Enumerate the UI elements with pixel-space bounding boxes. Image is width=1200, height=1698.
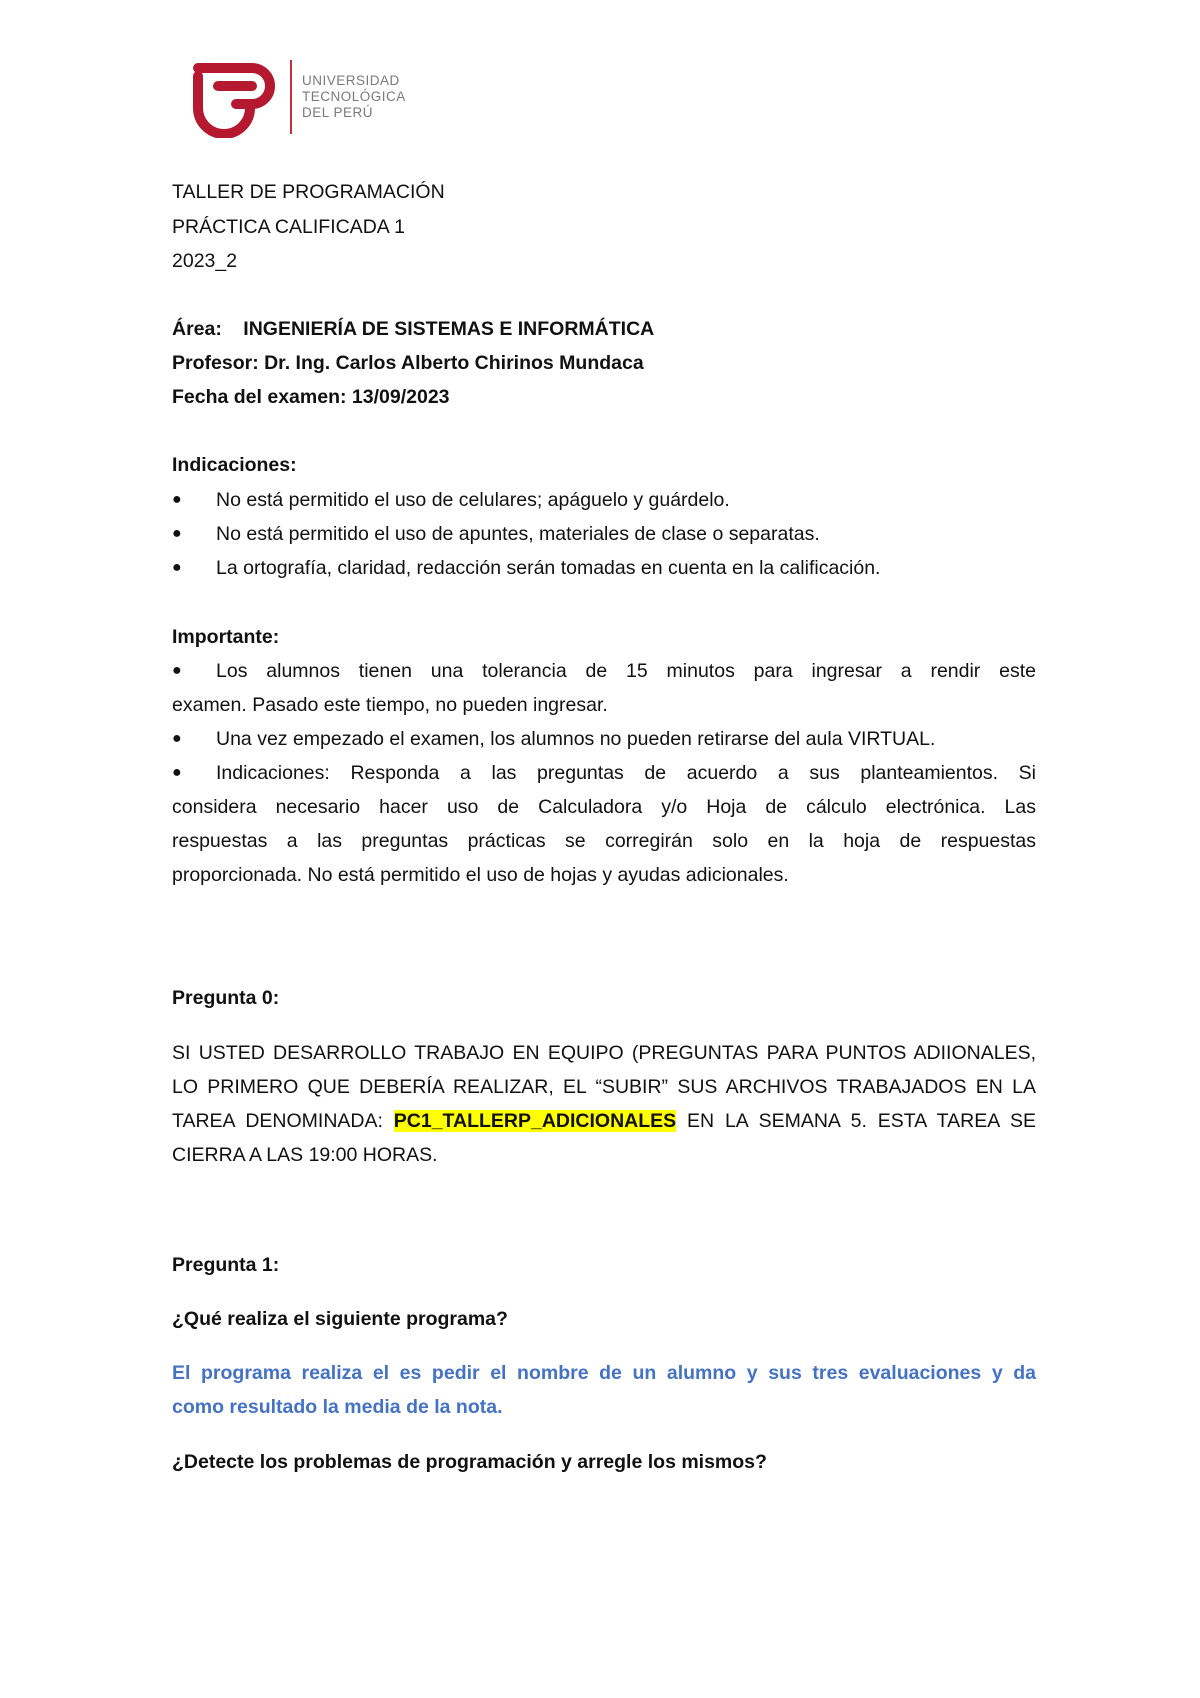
bullet-icon: ● bbox=[172, 662, 182, 679]
pregunta1-title: Pregunta 1: bbox=[172, 1254, 280, 1276]
list-item: Una vez empezado el examen, los alumnos no pueden retirarse del aula VIRTUAL. bbox=[216, 728, 936, 750]
pregunta0-title: Pregunta 0: bbox=[172, 987, 280, 1009]
logo-text-line: TECNOLÓGICA bbox=[302, 89, 406, 104]
list-item-cont: respuestas a las preguntas prácticas se corregirán solo en la hoja de respuestas bbox=[172, 830, 1036, 852]
list-item: Los alumnos tienen una tolerancia de 15 minutos para ingresar a rendir este bbox=[216, 660, 1036, 682]
list-item-cont: considera necesario hacer uso de Calculadora y/o Hoja de cálculo electrónica. Las bbox=[172, 796, 1036, 818]
area-label: Área: bbox=[172, 318, 222, 340]
highlighted-task-name: PC1_TALLERP_ADICIONALES bbox=[393, 1110, 677, 1132]
pregunta0-text: CIERRA A LAS 19:00 HORAS. bbox=[172, 1144, 438, 1166]
answer-text: El programa realiza el es pedir el nombre de un alumno y sus tres evaluaciones y da bbox=[172, 1362, 1036, 1384]
indicaciones-title: Indicaciones: bbox=[172, 454, 297, 476]
exam-title: PRÁCTICA CALIFICADA 1 bbox=[172, 216, 405, 238]
profesor: Profesor: Dr. Ing. Carlos Alberto Chirinos Mundaca bbox=[172, 352, 644, 374]
logo-divider bbox=[290, 60, 292, 134]
exam-date: Fecha del examen: 13/09/2023 bbox=[172, 386, 450, 408]
bullet-icon: ● bbox=[172, 559, 182, 576]
list-item: La ortografía, claridad, redacción serán tomadas en cuenta en la calificación. bbox=[216, 557, 881, 579]
area-value: INGENIERÍA DE SISTEMAS E INFORMÁTICA bbox=[243, 318, 655, 340]
bullet-icon: ● bbox=[172, 491, 182, 508]
pregunta0-text bbox=[172, 1109, 1036, 1133]
answer-text: como resultado la media de la nota. bbox=[172, 1396, 503, 1418]
logo-text-line: DEL PERÚ bbox=[302, 105, 374, 120]
utp-logo-icon bbox=[190, 58, 282, 138]
area-line bbox=[172, 317, 654, 341]
question: ¿Qué realiza el siguiente programa? bbox=[172, 1308, 508, 1330]
list-item-cont: proporcionada. No está permitido el uso de hojas y ayudas adicionales. bbox=[172, 864, 789, 886]
bullet-icon: ● bbox=[172, 730, 182, 747]
bullet-icon: ● bbox=[172, 764, 182, 781]
list-item: Indicaciones: Responda a las preguntas de acuerdo a sus planteamientos. Si bbox=[216, 762, 1036, 784]
logo-text-line: UNIVERSIDAD bbox=[302, 73, 400, 88]
pregunta0-text: SI USTED DESARROLLO TRABAJO EN EQUIPO (PREGUNTAS PARA PUNTOS ADIIONALES, bbox=[172, 1042, 1036, 1064]
bullet-icon: ● bbox=[172, 525, 182, 542]
text: EN LA SEMANA 5. ESTA TAREA SE bbox=[676, 1110, 1037, 1132]
list-item: No está permitido el uso de celulares; apáguelo y guárdelo. bbox=[216, 489, 730, 511]
list-item: No está permitido el uso de apuntes, materiales de clase o separatas. bbox=[216, 523, 820, 545]
course-title: TALLER DE PROGRAMACIÓN bbox=[172, 181, 445, 203]
term: 2023_2 bbox=[172, 250, 238, 272]
list-item-cont: examen. Pasado este tiempo, no pueden ingresar. bbox=[172, 694, 608, 716]
pregunta0-text: LO PRIMERO QUE DEBERÍA REALIZAR, EL “SUBIR” SUS ARCHIVOS TRABAJADOS EN LA bbox=[172, 1076, 1036, 1098]
question: ¿Detecte los problemas de programación y arregle los mismos? bbox=[172, 1451, 767, 1473]
importante-title: Importante: bbox=[172, 626, 280, 648]
text: TAREA DENOMINADA: bbox=[172, 1110, 394, 1132]
